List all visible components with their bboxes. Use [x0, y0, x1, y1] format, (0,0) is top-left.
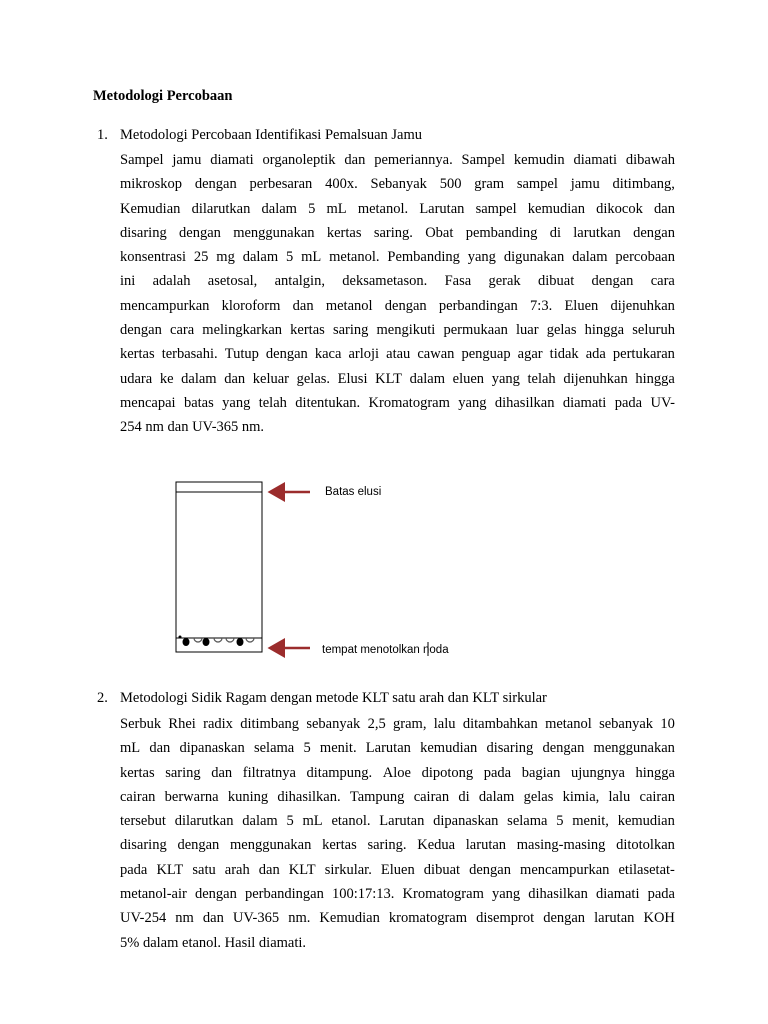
paragraph-line: 254 nm dan UV-365 nm. [120, 419, 265, 436]
sample-spot [179, 636, 182, 639]
paragraph-line: kertas terbasahi. Tutup dengan kaca arloji atau cawan penguap agar tidak ada pertukaran [120, 346, 675, 363]
paragraph-line: ini adalah asetosal, antalgin, deksametason. Fasa gerak dibuat dengan cara [120, 273, 675, 290]
section-1-title: Metodologi Percobaan Identifikasi Pemalsuan Jamu [120, 127, 423, 143]
paragraph-line: 5% dalam etanol. Hasil diamati. [120, 934, 307, 951]
section-1-paragraph [120, 151, 675, 443]
section-2-paragraph [120, 715, 675, 958]
sample-spot [203, 638, 210, 646]
section-2-number: 2. [97, 690, 108, 706]
paragraph-line: cairan berwarna kuning dihasilkan. Tampung cairan di dalam gelas kimia, lalu cairan [120, 788, 675, 805]
paragraph-line: UV-254 nm dan UV-365 nm. Kemudian kromatogram disemprot dengan larutan KOH [120, 910, 675, 927]
sample-spot [237, 638, 244, 646]
tlc-plate-diagram [160, 470, 500, 670]
paragraph-line: disaring dengan menggunakan kertas saring. Obat pembanding di larutkan dengan [120, 224, 675, 241]
paragraph-line: udara ke dalam dan keluar gelas. Elusi KLT dalam eluen yang telah dijenuhkan hingga [120, 370, 675, 387]
paragraph-line: mL dan dipanaskan selama 5 menit. Larutan kemudian disaring dengan menggunakan [120, 740, 675, 757]
paragraph-line: mencapai batas yang telah ditentukan. Kromatogram yang dihasilkan diamati pada UV- [120, 394, 675, 411]
paragraph-line: mencampurkan kloroform dan metanol dengan perbandingan 7:3. Eluen dijenuhkan [120, 297, 675, 314]
spotting-label: tempat menotolkan noda [322, 644, 449, 656]
paragraph-line: tersebut dilarutkan dalam 5 mL etanol. Larutan dipanaskan selama 5 menit, kemudian [120, 813, 675, 830]
tlc-plate [176, 482, 262, 652]
paragraph-line: dengan cara melingkarkan kertas saring mengikuti permukaan luar gelas hingga seluruh [120, 322, 675, 339]
paragraph-line: metanol-air dengan perbandingan 100:17:13. Kromatogram yang dihasilkan diamati pada [120, 886, 675, 903]
paragraph-line: mikroskop dengan perbesaran 400x. Sebanyak 500 gram sampel jamu ditimbang, [120, 176, 675, 193]
paragraph-line: Sampel jamu diamati organoleptik dan pemeriannya. Sampel kemudin diamati dibawah [120, 152, 675, 168]
paragraph-line: pada KLT satu arah dan KLT sirkular. Eluen dibuat dengan mencampurkan etilasetat- [120, 861, 675, 878]
paragraph-line: kertas saring dan filtratnya ditampung. Aloe dipotong pada bagian ujungnya hingga [120, 764, 675, 781]
sample-spot [183, 638, 190, 646]
paragraph-line: disaring dengan menggunakan kertas saring. Kedua larutan masing-masing ditotolkan [120, 837, 675, 854]
page-heading: Metodologi Percobaan [93, 88, 233, 104]
section-2-title: Metodologi Sidik Ragam dengan metode KLT satu arah dan KLT sirkular [120, 690, 547, 706]
paragraph-line: konsentrasi 25 mg dalam 5 mL metanol. Pembanding yang digunakan dalam percobaan [120, 249, 675, 266]
section-1-number: 1. [97, 127, 108, 143]
paragraph-line: Kemudian dilarutkan dalam 5 mL metanol. Larutan sampel kemudian dikocok dan [120, 200, 675, 217]
paragraph-line: Serbuk Rhei radix ditimbang sebanyak 2,5 gram, lalu ditambahkan metanol sebanyak 10 [120, 716, 675, 732]
elution-limit-label: Batas elusi [325, 486, 382, 498]
